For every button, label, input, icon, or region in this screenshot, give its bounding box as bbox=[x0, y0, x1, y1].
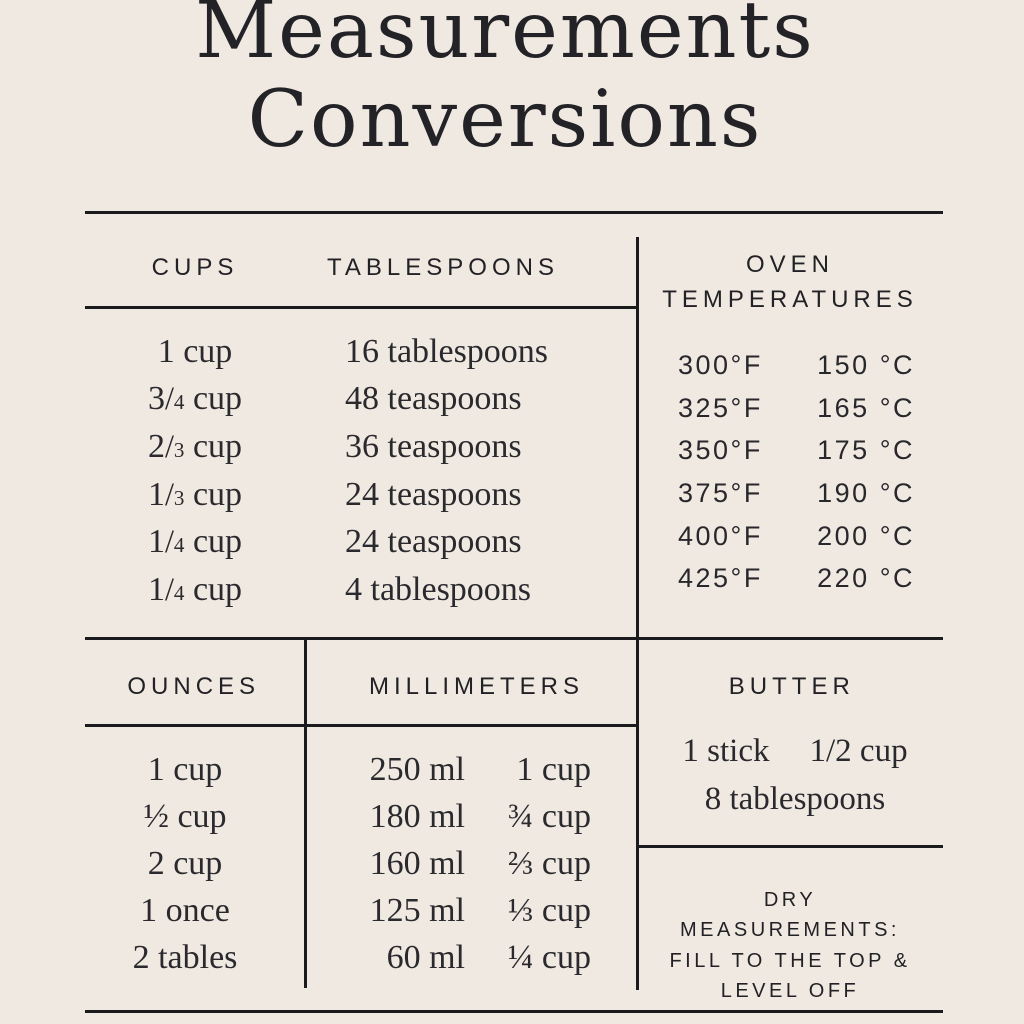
cups-tablespoons-row bbox=[85, 566, 637, 614]
celsius-value: 175 °C bbox=[817, 435, 915, 466]
cups-tablespoons-header-row bbox=[85, 254, 637, 282]
celsius-value: 150 °C bbox=[817, 349, 915, 380]
bottom-divider bbox=[85, 1010, 943, 1013]
lower-header-row bbox=[85, 668, 943, 706]
cups-tablespoons-row bbox=[85, 376, 637, 424]
cup-equivalent-value: ⅔ cup bbox=[507, 844, 591, 882]
oven-temperatures-header: OVEN TEMPERATURES bbox=[662, 251, 918, 313]
oven-temperature-row bbox=[637, 344, 943, 387]
tablespoons-header: TABLESPOONS bbox=[327, 254, 559, 281]
millimeters-row bbox=[305, 935, 637, 982]
butter-section bbox=[637, 726, 943, 822]
fahrenheit-value: 350°F bbox=[678, 435, 763, 466]
oven-temperatures-table bbox=[637, 344, 943, 600]
ounces-value: ½ cup bbox=[143, 797, 227, 835]
ml-value: 160 ml bbox=[369, 844, 465, 882]
title-line-1: Measurements bbox=[195, 0, 815, 76]
celsius-value: 200 °C bbox=[817, 520, 915, 551]
cups-value: 2/3 cup bbox=[147, 427, 243, 465]
ounces-table bbox=[85, 746, 305, 982]
ounces-value: 2 tables bbox=[132, 939, 238, 977]
tablespoons-value: 36 teaspoons bbox=[345, 427, 522, 465]
tablespoons-value: 4 tablespoons bbox=[345, 570, 532, 608]
celsius-value: 165 °C bbox=[817, 392, 915, 423]
ounces-header-divider bbox=[85, 724, 637, 727]
middle-divider bbox=[85, 637, 943, 640]
ounces-value: 1 once bbox=[140, 892, 230, 930]
butter-bottom-divider bbox=[637, 845, 943, 848]
title-line-2: Conversions bbox=[247, 73, 763, 165]
celsius-value: 220 °C bbox=[817, 563, 915, 594]
cups-value: 1/3 cup bbox=[147, 475, 243, 513]
cups-header-divider bbox=[85, 306, 637, 309]
oven-temperature-row bbox=[637, 387, 943, 430]
butter-header: BUTTER bbox=[728, 673, 855, 700]
millimeters-header: MILLIMETERS bbox=[368, 673, 585, 700]
fahrenheit-value: 400°F bbox=[678, 520, 763, 551]
fahrenheit-value: 375°F bbox=[678, 477, 763, 508]
ml-value: 250 ml bbox=[369, 750, 465, 788]
butter-equivalent: 1/2 cup bbox=[809, 732, 908, 769]
butter-equivalence-row bbox=[637, 726, 943, 776]
oven-temperature-row bbox=[637, 515, 943, 558]
cups-value: 1 cup bbox=[157, 332, 233, 370]
cups-value: 3/4 cup bbox=[147, 380, 243, 418]
tablespoons-value: 48 teaspoons bbox=[345, 380, 522, 418]
millimeters-row bbox=[305, 793, 637, 840]
cups-tablespoons-table bbox=[85, 328, 637, 614]
cup-equivalent-value: ⅓ cup bbox=[507, 892, 591, 930]
butter-amount: 1 stick bbox=[682, 732, 770, 769]
cups-value: 1/4 cup bbox=[147, 570, 243, 608]
dry-measurements-note bbox=[652, 885, 928, 1007]
ml-value: 180 ml bbox=[369, 797, 465, 835]
cup-equivalent-value: ¼ cup bbox=[507, 939, 591, 977]
ounces-value: 1 cup bbox=[147, 750, 223, 788]
cups-tablespoons-row bbox=[85, 423, 637, 471]
cups-header: CUPS bbox=[151, 254, 239, 281]
dry-note-line-2: FILL TO THE TOP & bbox=[669, 949, 911, 972]
ounces-value: 2 cup bbox=[147, 844, 223, 882]
cups-tablespoons-row bbox=[85, 328, 637, 376]
millimeters-row bbox=[305, 888, 637, 935]
cup-equivalent-value: ¾ cup bbox=[507, 797, 591, 835]
ml-value: 125 ml bbox=[369, 892, 465, 930]
millimeters-table bbox=[305, 746, 637, 982]
fahrenheit-value: 325°F bbox=[678, 392, 763, 423]
top-divider bbox=[85, 211, 943, 214]
millimeters-row bbox=[305, 840, 637, 887]
page-title bbox=[0, 0, 1010, 164]
ml-value: 60 ml bbox=[386, 939, 465, 977]
cups-tablespoons-row bbox=[85, 471, 637, 519]
dry-note-line-3: LEVEL OFF bbox=[720, 980, 860, 1003]
dry-note-line-1: DRY MEASUREMENTS: bbox=[680, 889, 900, 942]
cups-tablespoons-row bbox=[85, 518, 637, 566]
oven-temperature-row bbox=[637, 472, 943, 515]
cup-equivalent-value: 1 cup bbox=[516, 750, 591, 788]
tablespoons-value: 24 teaspoons bbox=[345, 523, 522, 561]
cups-value: 1/4 cup bbox=[147, 523, 243, 561]
ounces-header: OUNCES bbox=[127, 673, 261, 700]
fahrenheit-value: 300°F bbox=[678, 349, 763, 380]
celsius-value: 190 °C bbox=[817, 477, 915, 508]
oven-temperature-row bbox=[637, 557, 943, 600]
tablespoons-value: 16 tablespoons bbox=[345, 332, 549, 370]
millimeters-row bbox=[305, 746, 637, 793]
tablespoons-value: 24 teaspoons bbox=[345, 475, 522, 513]
butter-tablespoons: 8 tablespoons bbox=[704, 780, 886, 817]
oven-temperature-row bbox=[637, 429, 943, 472]
fahrenheit-value: 425°F bbox=[678, 563, 763, 594]
